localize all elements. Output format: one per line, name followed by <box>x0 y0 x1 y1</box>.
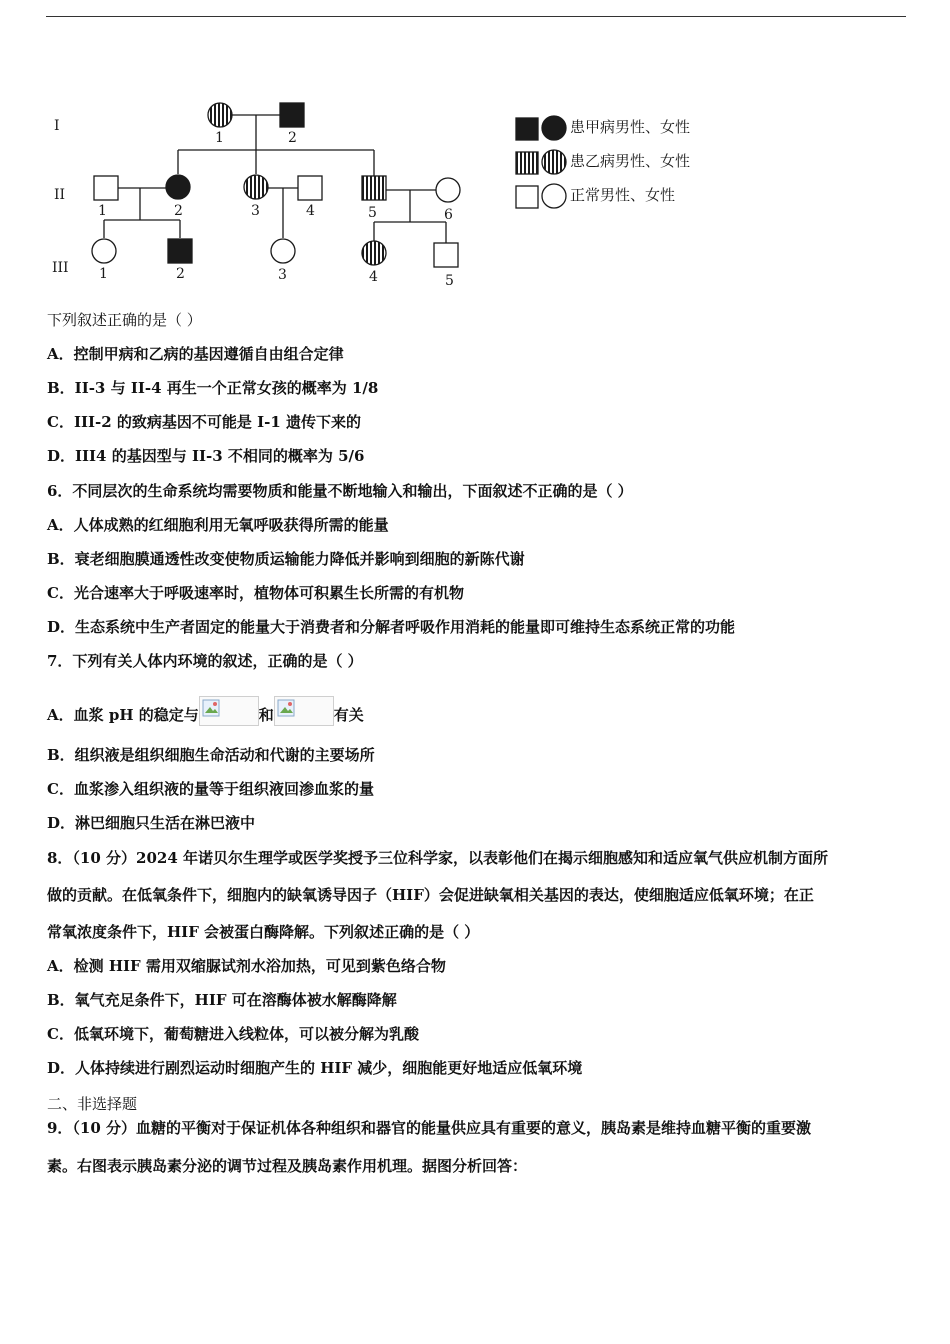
header-rule <box>46 16 906 17</box>
q8-option-a: A．检测 HIF 需用双缩脲试剂水浴加热，可见到紫色络合物 <box>47 957 446 975</box>
broken-image-icon <box>274 696 334 726</box>
individual-label: 1 <box>215 130 224 146</box>
pedigree-III-4-female-disease-b <box>362 241 386 265</box>
pedigree-III-2-male-disease-a <box>168 239 192 263</box>
q9-stem-line-1: 9．（10 分）血糖的平衡对于保证机体各种组织和器官的能量供应具有重要的意义，胰岛素是维持血糖平衡的重要激 <box>47 1119 812 1137</box>
q8-option-b: B．氧气充足条件下，HIF 可在溶酶体被水解酶降解 <box>47 991 397 1009</box>
q7-option-a-suffix: 有关 <box>333 706 364 724</box>
q6-option-a: A．人体成熟的红细胞利用无氧呼吸获得所需的能量 <box>47 516 389 534</box>
q7-option-b: B．组织液是组织细胞生命活动和代谢的主要场所 <box>47 746 375 764</box>
q5-stem: 下列叙述正确的是（ ） <box>47 311 202 329</box>
generation-label-1: I <box>54 118 60 134</box>
q7-option-a-mid: 和 <box>258 706 274 724</box>
q8-stem-line-3: 常氧浓度条件下，HIF 会被蛋白酶降解。下列叙述正确的是（ ） <box>47 923 480 941</box>
legend-male-disease-b-icon <box>516 152 538 174</box>
pedigree-II-6-female-normal <box>436 178 460 202</box>
section-title: 二、非选择题 <box>47 1095 138 1113</box>
legend-label-normal: 正常男性、女性 <box>570 186 676 204</box>
pedigree-I-2-male-disease-a <box>280 103 304 127</box>
individual-label: 3 <box>251 203 260 219</box>
individual-label: 1 <box>98 203 107 219</box>
q5-option-a: A．控制甲病和乙病的基因遵循自由组合定律 <box>47 345 344 363</box>
q8-stem-line-2: 做的贡献。在低氧条件下，细胞内的缺氧诱导因子（HIF）会促进缺氧相关基因的表达，使细胞适应低氧环境；在正 <box>47 886 814 904</box>
pedigree-III-1-female-normal <box>92 239 116 263</box>
pedigree-II-3-female-disease-b <box>244 175 268 199</box>
broken-image-icon <box>199 696 259 726</box>
pedigree-III-5-male-normal <box>434 243 458 267</box>
q5-option-b: B．II-3 与 II-4 再生一个正常女孩的概率为 1/8 <box>47 379 379 397</box>
individual-label: 2 <box>288 130 297 146</box>
generation-label-2: II <box>54 187 66 203</box>
pedigree-diagram <box>46 98 476 288</box>
q7-option-a <box>47 696 364 726</box>
pedigree-III-3-female-normal <box>271 239 295 263</box>
pedigree-II-5-male-disease-b <box>362 176 386 200</box>
q7-stem: 7．下列有关人体内环境的叙述，正确的是（ ） <box>47 652 363 670</box>
pedigree-I-1-female-disease-b <box>208 103 232 127</box>
q8-option-c: C．低氧环境下，葡萄糖进入线粒体，可以被分解为乳酸 <box>47 1025 419 1043</box>
q7-option-d: D．淋巴细胞只生活在淋巴液中 <box>47 814 256 832</box>
q6-stem: 6．不同层次的生命系统均需要物质和能量不断地输入和输出，下面叙述不正确的是（ ） <box>47 482 633 500</box>
individual-label: 4 <box>306 203 315 219</box>
q6-option-d: D．生态系统中生产者固定的能量大于消费者和分解者呼吸作用消耗的能量即可维持生态系统正常的功能 <box>47 618 736 636</box>
q5-option-c: C．III-2 的致病基因不可能是 I-1 遗传下来的 <box>47 413 361 431</box>
individual-label: 5 <box>368 205 377 221</box>
legend-label-disease-a: 患甲病男性、女性 <box>570 118 691 136</box>
q6-option-b: B．衰老细胞膜通透性改变使物质运输能力降低并影响到细胞的新陈代谢 <box>47 550 525 568</box>
q6-option-c: C．光合速率大于呼吸速率时，植物体可积累生长所需的有机物 <box>47 584 464 602</box>
q5-option-d: D．III4 的基因型与 II-3 不相同的概率为 5/6 <box>47 447 365 465</box>
legend-female-disease-b-icon <box>542 150 566 174</box>
q8-stem-line-1: 8．（10 分）2024 年诺贝尔生理学或医学奖授予三位科学家，以表彰他们在揭示细胞感知和适应氧气供应机制方面所 <box>47 849 829 867</box>
pedigree-II-1-male-normal <box>94 176 118 200</box>
legend-label-disease-b: 患乙病男性、女性 <box>570 152 691 170</box>
legend-female-normal-icon <box>542 184 566 208</box>
legend-female-disease-a-icon <box>542 116 566 140</box>
q7-option-c: C．血浆渗入组织液的量等于组织液回渗血浆的量 <box>47 780 374 798</box>
legend-male-disease-a-icon <box>516 118 538 140</box>
individual-label: 2 <box>174 203 183 219</box>
individual-label: 3 <box>278 267 287 283</box>
pedigree-II-4-male-normal <box>298 176 322 200</box>
pedigree-legend <box>512 108 732 218</box>
individual-label: 4 <box>369 269 378 285</box>
legend-male-normal-icon <box>516 186 538 208</box>
individual-label: 2 <box>176 266 185 282</box>
pedigree-II-2-female-disease-a <box>166 175 190 199</box>
individual-label: 1 <box>99 266 108 282</box>
individual-label: 5 <box>445 273 454 288</box>
individual-label: 6 <box>444 207 453 223</box>
q9-stem-line-2: 素。右图表示胰岛素分泌的调节过程及胰岛素作用机理。据图分析回答： <box>47 1157 528 1175</box>
q8-option-d: D．人体持续进行剧烈运动时细胞产生的 HIF 减少，细胞能更好地适应低氧环境 <box>47 1059 583 1077</box>
generation-label-3: III <box>52 260 69 276</box>
q7-option-a-prefix: A．血浆 pH 的稳定与 <box>47 706 199 724</box>
